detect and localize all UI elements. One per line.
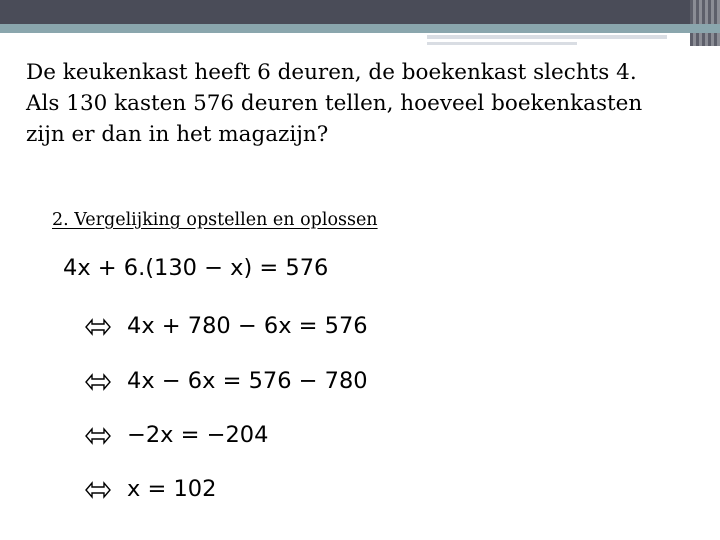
equation-step: x = 102: [127, 476, 217, 502]
equation-step: 4x − 6x = 576 − 780: [127, 368, 368, 394]
decorative-line: [427, 42, 577, 45]
initial-equation: 4x + 6.(130 − x) = 576: [63, 255, 329, 281]
question-line: De keukenkast heeft 6 deuren, de boekenkast slechts 4.: [26, 60, 637, 85]
question-line: Als 130 kasten 576 deuren tellen, hoeveel boekenkasten: [26, 91, 643, 116]
decorative-line: [427, 35, 667, 39]
question-text: [26, 57, 716, 150]
left-right-arrow-icon: [84, 317, 112, 337]
left-right-arrow-icon: [84, 372, 112, 392]
solution-step: [84, 313, 484, 343]
header-accent: [690, 0, 720, 46]
question-line: zijn er dan in het magazijn?: [26, 122, 329, 147]
accent-line: [0, 24, 720, 33]
equation-step: 4x + 780 − 6x = 576: [127, 313, 368, 339]
solution-step: [84, 476, 484, 506]
solution-step: [84, 422, 484, 452]
equation-step: −2x = −204: [127, 422, 269, 448]
left-right-arrow-icon: [84, 480, 112, 500]
header-bar: [0, 0, 720, 24]
solution-step: [84, 368, 484, 398]
left-right-arrow-icon: [84, 426, 112, 446]
section-heading: 2. Vergelijking opstellen en oplossen: [52, 210, 378, 230]
